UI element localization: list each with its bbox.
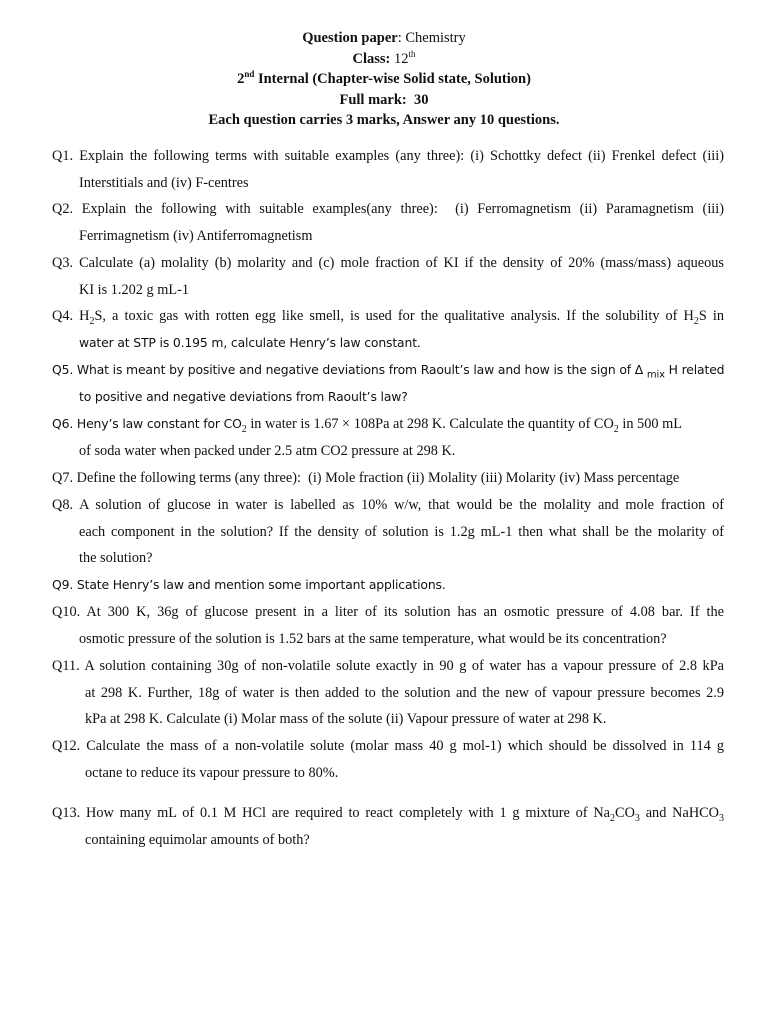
question-5 bbox=[52, 357, 724, 410]
q4-text-c: S in bbox=[698, 308, 724, 324]
q6-text-a: Q6. Heny’s law constant for CO bbox=[52, 416, 242, 431]
paper-header bbox=[0, 28, 768, 131]
question-1-line-2: Interstitials and (iv) F-centres bbox=[79, 174, 249, 191]
question-11-line-2: at 298 K. Further, 18g of water is then added to the solution and the new of vapour pressure becomes 2.9 bbox=[85, 684, 724, 701]
class-label: Class: bbox=[352, 50, 391, 67]
question-5-line-1 bbox=[52, 357, 724, 384]
question-1 bbox=[52, 143, 724, 196]
question-6-line-2: of soda water when packed under 2.5 atm CO2 pressure at 298 K. bbox=[79, 442, 456, 459]
question-4-line-1 bbox=[52, 303, 724, 330]
question-1-line-1: Q1. Explain the following terms with suitable examples (any three): (i) Schottky defect (ii) Frenkel defect (iii) bbox=[52, 148, 724, 164]
subject-separator: : bbox=[397, 30, 406, 46]
question-13-line-1 bbox=[52, 800, 724, 827]
exam-number: 2 bbox=[237, 71, 245, 87]
q4-text-a: Q4. H bbox=[52, 308, 90, 324]
header-instructions: Each question carries 3 marks, Answer any 10 questions. bbox=[208, 112, 560, 128]
header-subject-line bbox=[0, 28, 768, 49]
header-full-mark: Full mark: 30 bbox=[339, 91, 429, 108]
q6-subscript-1: 2 bbox=[241, 423, 247, 435]
question-5-line-2: to positive and negative deviations from Raoult’s law? bbox=[79, 388, 408, 404]
question-12 bbox=[52, 733, 724, 786]
question-2 bbox=[52, 196, 724, 249]
question-8-line-2: each component in the solution? If the density of solution is 1.2g mL-1 then what shall be the molarity of bbox=[79, 523, 724, 540]
question-9-line-1: Q9. State Henry’s law and mention some important applications. bbox=[52, 577, 446, 592]
q6-text-c: in 500 mL bbox=[618, 416, 682, 432]
question-10 bbox=[52, 599, 724, 652]
question-3-line-1: Q3. Calculate (a) molality (b) molarity and (c) mole fraction of KI if the density of 20% (mass/mass) aqueous bbox=[52, 255, 724, 271]
question-2-line-1: Q2. Explain the following with suitable examples(any three): (i) Ferromagnetism (ii) Paramagnetism (iii) bbox=[52, 201, 724, 217]
question-9 bbox=[52, 572, 724, 599]
question-8-line-3: the solution? bbox=[79, 550, 153, 567]
q4-text-b: S, a toxic gas with rotten egg like smell, is used for the qualitative analysis. If the solubility of H bbox=[94, 308, 694, 324]
question-13 bbox=[52, 800, 724, 853]
question-12-line-1: Q12. Calculate the mass of a non-volatile solute (molar mass 40 g mol-1) which should be dissolved in 114 g bbox=[52, 738, 724, 754]
question-3-line-2: KI is 1.202 g mL-1 bbox=[79, 281, 189, 298]
header-exam-line bbox=[0, 69, 768, 90]
exam-superscript: nd bbox=[244, 69, 255, 80]
q13-text-b: CO bbox=[615, 805, 635, 821]
question-4 bbox=[52, 303, 724, 356]
question-11-line-3: kPa at 298 K. Calculate (i) Molar mass of the solute (ii) Vapour pressure of water at 298 K. bbox=[85, 711, 607, 728]
question-4-line-2: water at STP is 0.195 m, calculate Henry’s law constant. bbox=[79, 334, 421, 350]
q6-subscript-2: 2 bbox=[613, 423, 619, 435]
q4-subscript-1: 2 bbox=[89, 315, 95, 327]
question-12-line-2: octane to reduce its vapour pressure to 80%. bbox=[85, 764, 339, 781]
q6-text-b: in water is 1.67 × 108Pa at 298 K. Calculate the quantity of CO bbox=[246, 416, 614, 432]
class-superscript: th bbox=[408, 48, 416, 59]
q4-subscript-2: 2 bbox=[693, 315, 699, 327]
question-7-line-1: Q7. Define the following terms (any three): (i) Mole fraction (ii) Molality (iii) Molarity (iv) Mass percentage bbox=[52, 470, 680, 486]
subject-value: Chemistry bbox=[405, 30, 466, 46]
subject-label: Question paper bbox=[302, 30, 398, 46]
q13-text-a: Q13. How many mL of 0.1 M HCl are required to react completely with 1 g mixture of Na bbox=[52, 805, 611, 821]
q5-text-b: H related bbox=[664, 362, 725, 377]
q5-text-a: Q5. What is meant by positive and negative deviations from Raoult’s law and how is the sign of Δ bbox=[52, 362, 647, 377]
question-11-line-1: Q11. A solution containing 30g of non-volatile solute exactly in 90 g of water has a vapour pressure of 2.8 kPa bbox=[52, 658, 724, 674]
question-8 bbox=[52, 492, 724, 572]
header-class-line bbox=[0, 49, 768, 70]
question-6-line-1 bbox=[52, 411, 724, 438]
question-10-line-2: osmotic pressure of the solution is 1.52 bars at the same temperature, what would be its concentration? bbox=[79, 630, 667, 647]
class-value: 12 bbox=[390, 50, 409, 67]
q13-subscript-1: 2 bbox=[610, 812, 616, 824]
question-10-line-1: Q10. At 300 K, 36g of glucose present in a liter of its solution has an osmotic pressure of 4.08 bar. If the bbox=[52, 604, 724, 620]
q13-subscript-2: 3 bbox=[634, 812, 640, 824]
question-6 bbox=[52, 411, 724, 464]
question-11 bbox=[52, 653, 724, 733]
question-13-line-2: containing equimolar amounts of both? bbox=[85, 831, 310, 848]
question-8-line-1: Q8. A solution of glucose in water is labelled as 10% w/w, that would be the molality and mole fraction of bbox=[52, 497, 724, 513]
question-7 bbox=[52, 465, 724, 492]
question-3 bbox=[52, 250, 724, 303]
q5-subscript-mix: mix bbox=[646, 369, 665, 381]
q13-subscript-3: 3 bbox=[719, 812, 724, 824]
exam-title: Internal (Chapter-wise Solid state, Solution) bbox=[254, 71, 531, 87]
q13-text-c: and NaHCO bbox=[639, 805, 719, 821]
question-2-line-2: Ferrimagnetism (iv) Antiferromagnetism bbox=[79, 227, 313, 244]
